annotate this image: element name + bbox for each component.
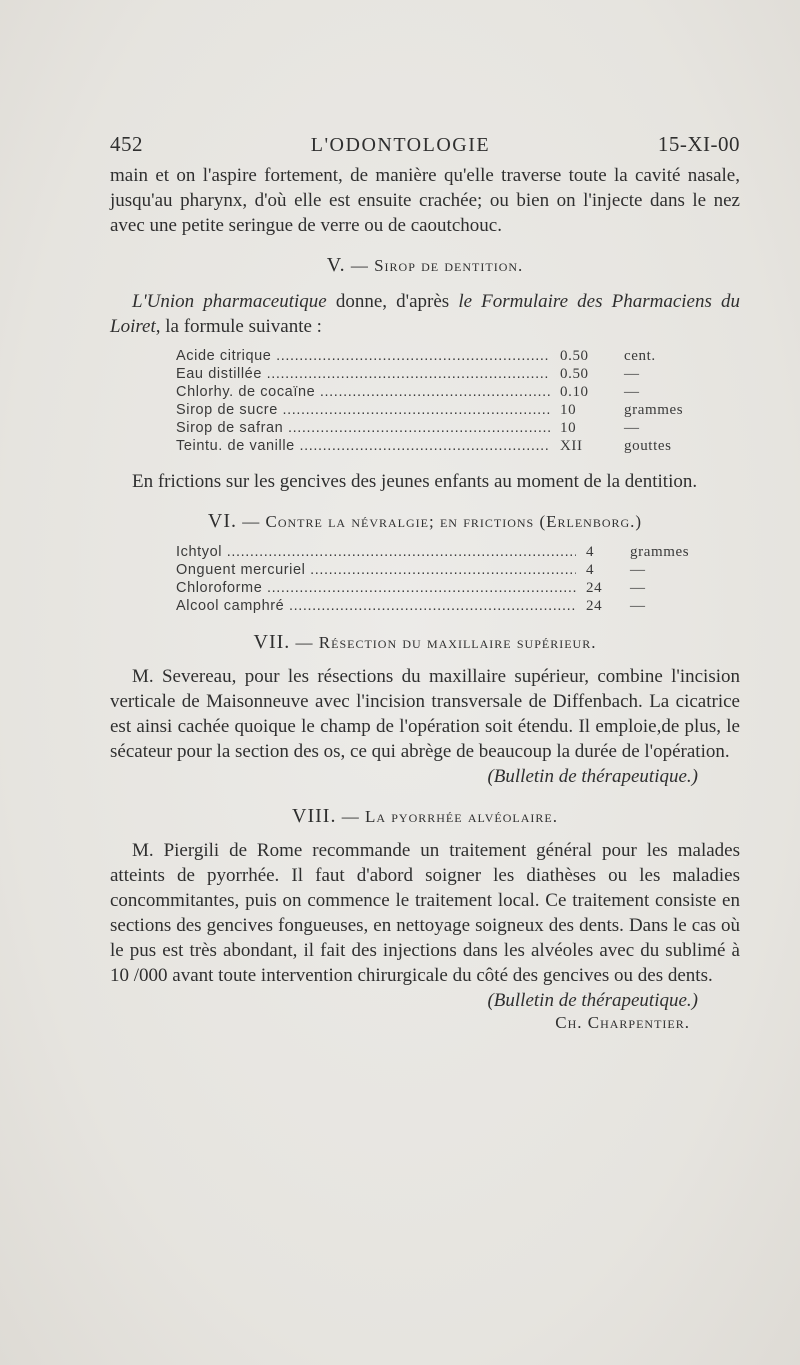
quantity: 24 <box>586 598 603 614</box>
formula-row <box>176 543 740 561</box>
section7-text: M. Severeau, pour les résections du maxillaire supérieur, combine l'incision verticale de Maisonneuve avec l'incision transversale de Diffenbach. La cicatrice est ainsi cachée quoique le champ de l'opération soit étendu. Il emploie,de plus, le sécateur pour la section des os, ce qui abrège de beaucoup la durée de l'opération. <box>110 666 740 762</box>
citation: (Bulletin de thérapeutique.) <box>487 990 698 1011</box>
formula-row <box>176 597 740 615</box>
formula-row <box>176 401 740 419</box>
ingredient: Eau distillée ..... <box>176 365 550 383</box>
unit: — <box>624 384 640 400</box>
intro-paragraph: main et on l'aspire fortement, de manière qu'elle traverse toute la cavité nasale, jusqu'au pharynx, d'où elle est ensuite crachée; ou bien on l'injecte dans le nez avec une petite seringue de verre ou de caoutchouc. <box>110 165 740 236</box>
ingredient: Alcool camphré ..... <box>176 597 576 615</box>
unit: — <box>630 580 646 596</box>
author-signature: Ch. Charpentier. <box>555 1013 690 1032</box>
ingredient: Ichtyol ..... <box>176 543 576 561</box>
ingredient: Sirop de safran ..... <box>176 419 550 437</box>
quantity: XII <box>560 438 583 454</box>
unit: grammes <box>624 402 684 418</box>
ingredient: Teintu. de vanille ..... <box>176 437 550 455</box>
formula-row <box>176 383 740 401</box>
quantity: 0.50 <box>560 348 589 364</box>
ingredient: Chloroforme ..... <box>176 579 576 597</box>
citation: (Bulletin de thérapeutique.) <box>487 766 698 787</box>
ingredient: Chlorhy. de cocaïne ..... <box>176 383 550 401</box>
section-number: VIII. <box>292 805 337 827</box>
quantity: 4 <box>586 562 595 578</box>
section5-usage: En frictions sur les gencives des jeunes enfants au moment de la dentition. <box>132 471 698 492</box>
section-heading-8: VIII. — La pyorrhée alvéolaire. <box>292 805 558 827</box>
section5-intro: L'Union pharmaceutique donne, d'après le Formulaire des Pharmaciens du Loiret, la formule suivante : <box>110 291 741 337</box>
unit: — <box>624 420 640 436</box>
issue-date: 15-XI-00 <box>657 132 740 156</box>
unit: — <box>630 598 646 614</box>
section-title: La pyorrhée alvéolaire. <box>364 807 558 826</box>
formula-row <box>176 365 740 383</box>
running-header <box>110 132 740 157</box>
ingredient: Sirop de sucre ..... <box>176 401 550 419</box>
journal-title: L'ODONTOLOGIE <box>310 134 491 156</box>
unit: grammes <box>630 544 690 560</box>
section-heading-6: VI. — Contre la névralgie; en frictions (Erlenborg.) <box>207 510 643 532</box>
formula-row <box>176 437 740 455</box>
section-number: VI. <box>207 510 237 532</box>
section-heading-5: V. — Sirop de dentition. <box>326 254 524 276</box>
ingredient: Onguent mercuriel ..... <box>176 561 576 579</box>
source-title: le Formulaire des Pharmaciens du Loiret <box>110 291 741 337</box>
unit: gouttes <box>624 438 672 454</box>
section-title: Résection du maxillaire supérieur. <box>318 633 597 652</box>
page-number: 452 <box>110 132 143 156</box>
formula-row <box>176 347 740 365</box>
section8-text: M. Piergili de Rome recommande un traitement général pour les malades atteints de pyorrhée. Il faut d'abord soigner les diathèses ou les maladies concommitantes, puis on commence le traitement local. Ce traitement consiste en sections des gencives fongueuses, en nettoyage soigneux des dents. Dans le cas où le pus est très abondant, il fait des injections dans les alvéoles avec du sublimé à 10 /000 avant toute intervention chirurgicale du côté des gencives ou des dents. <box>110 840 740 986</box>
unit: cent. <box>624 348 656 364</box>
formula-table-5 <box>110 347 740 455</box>
body-text <box>110 163 740 1033</box>
quantity: 24 <box>586 580 603 596</box>
formula-row <box>176 579 740 597</box>
source-title: L'Union pharmaceutique <box>132 291 327 312</box>
unit: — <box>630 562 646 578</box>
quantity: 0.50 <box>560 366 589 382</box>
formula-row <box>176 561 740 579</box>
formula-row <box>176 419 740 437</box>
quantity: 4 <box>586 544 595 560</box>
section-number: VII. <box>253 631 291 653</box>
section-number: V. <box>326 254 346 276</box>
quantity: 0.10 <box>560 384 589 400</box>
quantity: 10 <box>560 420 577 436</box>
unit: — <box>624 366 640 382</box>
section-title: Contre la névralgie; en frictions (Erlenborg.) <box>265 512 643 531</box>
formula-table-6 <box>110 543 740 615</box>
section-heading-7: VII. — Résection du maxillaire supérieur. <box>253 631 597 653</box>
ingredient: Acide citrique ..... <box>176 347 550 365</box>
quantity: 10 <box>560 402 577 418</box>
section-title: Sirop de dentition. <box>374 256 524 275</box>
